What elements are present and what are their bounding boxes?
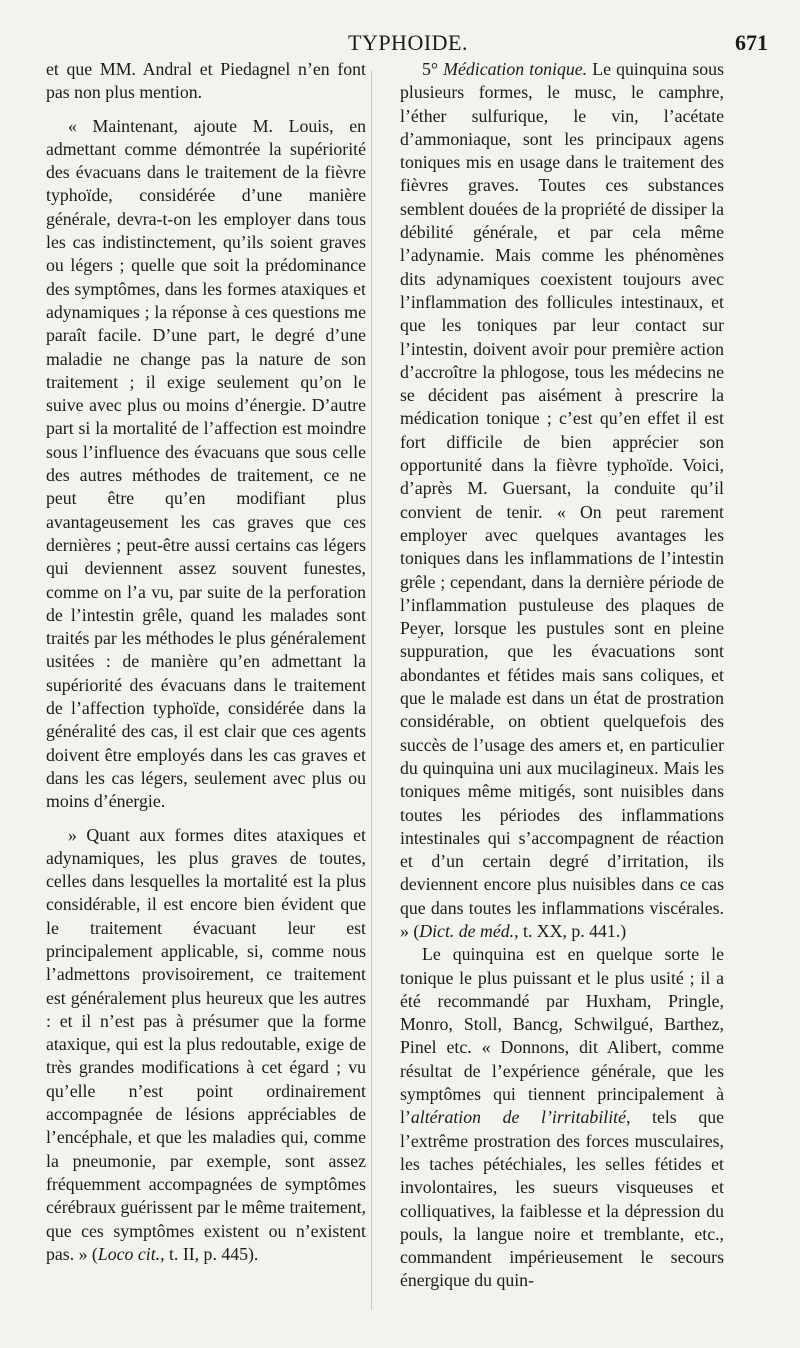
page-header bbox=[48, 30, 768, 60]
left-paragraph-3-citation: Loco cit. bbox=[97, 1243, 161, 1264]
section-number: 5° bbox=[422, 59, 444, 79]
right-paragraph-1-end: , t. XX, p. 441.) bbox=[514, 920, 627, 941]
left-paragraph-3 bbox=[46, 824, 366, 1267]
right-paragraph-1-citation: Dict. de méd. bbox=[419, 920, 515, 941]
section-heading: Médication tonique. bbox=[443, 59, 588, 79]
right-paragraph-2-end: , tels que l’extrême prostration des forces musculaires, les taches pétéchiales, les selles fétides et involontaires, les sueurs visqueuses et colliquatives, la faiblesse et la dépression du pouls, la langue noire et tremblante, etc., commandent impérieusement le secours énergique du quin- bbox=[400, 1107, 724, 1291]
left-paragraph-3-text: » Quant aux formes dites ataxiques et adynamiques, les plus graves de toutes, celles dans lesquelles la mortalité est la plus considérable, il est encore bien évident que le traitement évacuant leur est principalement applicable, si, comme nous l’admettons provisoirement, ce traitement est généralement plus heureux que les autres : et il n’est pas à présumer que la forme ataxique, qui est la plus redoutable, exige de très grandes modifications à cet égard ; vu qu’elle n’est point ordinairement accompagnée de lésions appréciables de l’encéphale, et que les maladies qui, comme la pneumonie, par exemple, sont assez fréquemment accompagnées de symptômes cérébraux guérissent par le même traitement, que ces symptômes existent ou n’existent pas. » ( bbox=[46, 824, 366, 1264]
left-column bbox=[46, 58, 366, 1266]
left-paragraph-3-end: , t. II, p. 445). bbox=[160, 1243, 259, 1264]
right-paragraph-2 bbox=[400, 943, 724, 1292]
right-paragraph-2-start: Le quinquina est en quelque sorte le tonique le plus puissant et le plus usité ; il a été recommandé par Huxham, Pringle, Monro, Stoll, Bancg, Schwilgué, Barthez, Pinel etc. « Donnons, dit Alibert, comme résultat de l’expérience générale, que les symptômes qui tiennent principalement à l’ bbox=[400, 944, 724, 1128]
left-paragraph-2: « Maintenant, ajoute M. Louis, en admettant comme démontrée la supériorité des évacuans dans le traitement de la fièvre typhoïde, considérée d’une manière générale, devra-t-on les employer dans tous les cas indistinctement, qu’ils soient graves ou légers ; quelle que soit la prédominance des symptômes, dans les formes ataxiques et adynamiques ; la réponse à ces questions me paraît facile. D’une part, le degré d’une maladie ne change pas la nature de son traitement ; il exige seulement qu’on le suive avec plus ou moins d’énergie. D’autre part si la mortalité de l’affection est moindre sous l’influence des évacuans que sous celle des autres méthodes de traitement, ce ne peut être qu’en modifiant plus avantageusement les cas graves que ces dernières ; peut-être aussi certains cas légers qui deviennent assez souvent funestes, comme on l’a vu, par suite de la perforation de l’intestin grêle, quand les malades sont traités par les méthodes le plus généralement usitées : de manière qu’en admettant la supériorité des évacuans dans le traitement de l’affection typhoïde, considérée dans la généralité des cas, il est clair que ces agents doivent être employés dans les cas graves et dans les cas légers, seulement avec plus ou moins d’énergie. bbox=[46, 115, 366, 812]
right-column bbox=[400, 58, 724, 1293]
left-paragraph-1: et que MM. Andral et Piedagnel n’en font pas non plus mention. bbox=[46, 59, 366, 103]
right-paragraph-1 bbox=[400, 58, 724, 943]
right-paragraph-1-text: Le quinquina sous plusieurs formes, le musc, le camphre, l’éther sulfurique, le vin, l’acétate d’ammoniaque, sont les principaux agens toniques mis en usage dans le traitement des fièvres graves. Toutes ces substances semblent douées de la propriété de dissiper la débilité générale, et par cela même l’adynamie. Mais comme les phénomènes dits adynamiques coexistent toujours avec l’inflammation des follicules intestinaux, et que les toniques par leur contact sur l’intestin, doivent avoir pour première action d’accroître la phlogose, tous les médecins ne se décident pas aisément à prescrire la médication tonique ; c’est qu’en effet il est fort difficile de bien apprécier son opportunité dans la fièvre typhoïde. Voici, d’après M. Guersant, la conduite qu’il convient de tenir. « On peut rarement employer avec quelques avantages les toniques dans les inflammations de l’intestin grêle ; cependant, dans la dernière période de l’inflammation pustuleuse des plaques de Peyer, lorsque les pustules sont en pleine suppuration, que les évacuations sont abondantes et fétides mais sans coliques, et que le malade est dans un état de prostration considérable, on obtient quelquefois des succès de l’usage des amers et, en particulier du quinquina uni aux mucilagineux. Mais les toniques même mitigés, sont nuisibles dans toutes les périodes des inflammations intestinales qui s’accompagnent de réaction et d’un certain degré d’irritation, ils deviennent encore plus nuisibles dans ce cas que dans toutes les inflammations viscérales. » ( bbox=[400, 59, 724, 941]
right-paragraph-2-emphasis: altération de l’irritabilité bbox=[410, 1107, 626, 1128]
running-title: TYPHOIDE. bbox=[348, 30, 468, 55]
column-divider bbox=[371, 70, 372, 1310]
page-number: 671 bbox=[735, 30, 768, 55]
